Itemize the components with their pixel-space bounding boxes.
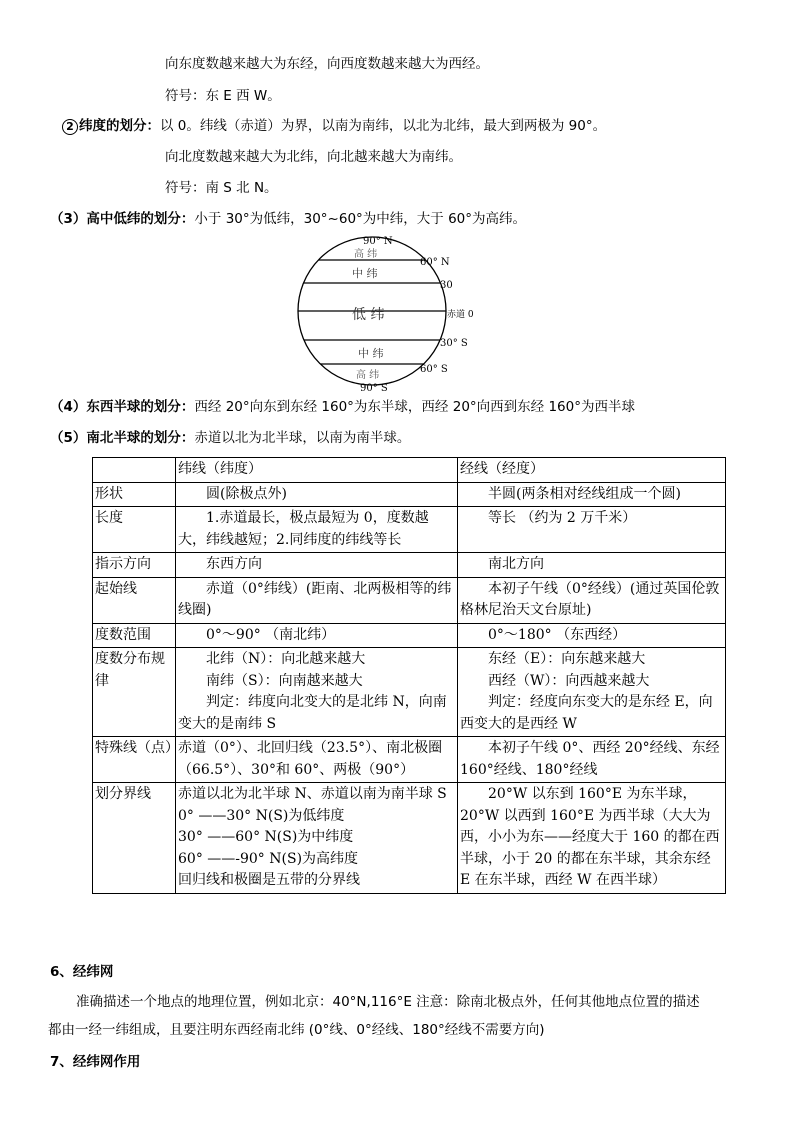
latitude-zones-diagram: [290, 233, 490, 393]
latitude-zone-line: [50, 209, 526, 229]
lon-cell: 等长 （约为 2 万千米）: [458, 507, 726, 553]
hemisphere-ns-title: （5）南北半球的划分：: [50, 430, 195, 446]
row-label: 起始线: [93, 577, 176, 623]
zone-low: 低 纬: [352, 307, 385, 323]
lat-rule-judge: 判定：纬度向北变大的是北纬 N，向南变大的是南纬 S: [178, 694, 447, 732]
table-header-cell: 纬线（纬度）: [176, 458, 458, 483]
lat-cell: 圆(除极点外): [176, 482, 458, 507]
lon-cell: 20°W 以东到 160°E 为东半球，20°W 以西到 160°E 为西半球（大大为西，小小为东——经度大于 160 的都在西半球，小于 20 的都在东半球，其余东经 E 在东半球，西经 W 在西半球）: [458, 783, 726, 894]
text-line-north-south-latitude: 向北度数越来越大为北纬，向北越来越大为南纬。: [165, 149, 462, 165]
lat-boundary-line: 0° ——30° N(S)为低纬度: [178, 807, 345, 824]
zone-mid-south: 中 纬: [358, 347, 384, 360]
section-7-title: 7、经纬网作用: [50, 1054, 141, 1070]
label-60s: 60° S: [420, 364, 448, 375]
row-label: 划分界线: [93, 783, 176, 894]
circled-number: 2: [62, 119, 78, 135]
lat-rule-north: 北纬（N）：向北越来越大: [206, 651, 366, 667]
latitude-zone-title: （3）高中低纬的划分：: [50, 211, 195, 227]
latitude-division-title: 纬度的划分：: [79, 118, 160, 134]
lat-lon-comparison-table: [92, 457, 726, 894]
lon-cell: 本初子午线（0°经线）(通过英国伦敦格林尼治天文台原址): [458, 577, 726, 623]
table-row: [93, 577, 726, 623]
lon-cell: 0°～180° （东西经）: [458, 623, 726, 648]
label-60n: 60° N: [420, 257, 450, 268]
table-header-cell: 经线（经度）: [458, 458, 726, 483]
zone-mid-north: 中 纬: [352, 267, 378, 280]
latitude-division-line: [62, 116, 606, 136]
table-row: [93, 507, 726, 553]
zone-high-north: 高 纬: [354, 249, 378, 260]
lon-cell: [458, 648, 726, 737]
label-30n: 30: [440, 280, 453, 291]
lon-cell: 半圆(两条相对经线组成一个圆): [458, 482, 726, 507]
table-row: [93, 623, 726, 648]
row-label: 度数分布规律: [93, 648, 176, 737]
table-row: [93, 553, 726, 578]
lat-boundary-line: 赤道以北为北半球 N、赤道以南为南半球 S: [178, 786, 447, 802]
text-line-ew-symbol: 符号：东 E 西 W。: [165, 88, 281, 104]
row-label: 度数范围: [93, 623, 176, 648]
hemisphere-ew-text: 西经 20°向东到东经 160°为东半球，西经 20°向西到东经 160°为西半球: [194, 399, 635, 415]
latitude-division-text: 以 0。纬线（赤道）为界，以南为南纬，以北为北纬，最大到两极为 90°。: [160, 118, 607, 134]
table-row: [93, 648, 726, 737]
lat-cell: [176, 648, 458, 737]
latitude-zone-text: 小于 30°为低纬，30°~60°为中纬，大于 60°为高纬。: [194, 211, 527, 227]
table-header-row: [93, 458, 726, 483]
lon-cell: 南北方向: [458, 553, 726, 578]
row-label: 形状: [93, 482, 176, 507]
lon-cell: 本初子午线 0°、西经 20°经线、东经 160°经线、180°经线: [458, 737, 726, 783]
table-row: [93, 737, 726, 783]
label-90n: 90° N: [363, 236, 393, 247]
label-equator: 赤道 0: [447, 310, 474, 320]
label-90s: 90° S: [360, 383, 388, 393]
row-label: 长度: [93, 507, 176, 553]
label-30s: 30° S: [440, 338, 468, 349]
lat-cell: 赤道（0°）、北回归线（23.5°）、南北极圈（66.5°）、30°和 60°、两极（90°）: [176, 737, 458, 783]
text-line-east-west-longitude: 向东度数越来越大为东经，向西度数越来越大为西经。: [165, 56, 489, 72]
hemisphere-ns-text: 赤道以北为北半球，以南为南半球。: [194, 430, 411, 446]
hemisphere-ew-title: （4）东西半球的划分：: [50, 399, 195, 415]
lat-cell: 1.赤道最长，极点最短为 0，度数越大，纬线越短；2.同纬度的纬线等长: [176, 507, 458, 553]
lat-cell: 东西方向: [176, 553, 458, 578]
lat-cell: 赤道（0°纬线）(距南、北两极相等的纬线圈): [176, 577, 458, 623]
lat-rule-south: 南纬（S）：向南越来越大: [206, 672, 363, 689]
hemisphere-ew-line: [50, 397, 635, 417]
row-label: 指示方向: [93, 553, 176, 578]
lon-rule-west: 西经（W）：向西越来越大: [488, 672, 650, 689]
section-6-paragraph-1: 准确描述一个地点的地理位置，例如北京：40°N,116°E 注意：除南北极点外，任何其他地点位置的描述: [76, 994, 700, 1010]
table-header-cell: [93, 458, 176, 483]
table-row: [93, 482, 726, 507]
row-label: 特殊线（点）: [93, 737, 176, 783]
lat-boundary-line: 30° ——60° N(S)为中纬度: [178, 829, 354, 845]
zone-high-south: 高 纬: [356, 370, 380, 381]
section-6-paragraph-2: 都由一经一纬组成，且要注明东西经南北纬 (0°线、0°经线、180°经线不需要方向): [48, 1022, 545, 1038]
table-row: [93, 783, 726, 894]
text-line-ns-symbol: 符号：南 S 北 N。: [165, 180, 278, 196]
lon-rule-judge: 判定：经度向东变大的是东经 E，向西变大的是西经 W: [460, 694, 713, 732]
lat-boundary-line: 回归线和极圈是五带的分界线: [178, 872, 360, 888]
hemisphere-ns-line: [50, 428, 410, 448]
lat-cell: [176, 783, 458, 894]
section-6-title: 6、经纬网: [50, 964, 114, 980]
lat-cell: 0°～90° （南北纬）: [176, 623, 458, 648]
lat-boundary-line: 60° ——-90° N(S)为高纬度: [178, 850, 359, 867]
lon-rule-east: 东经（E）：向东越来越大: [488, 651, 646, 667]
